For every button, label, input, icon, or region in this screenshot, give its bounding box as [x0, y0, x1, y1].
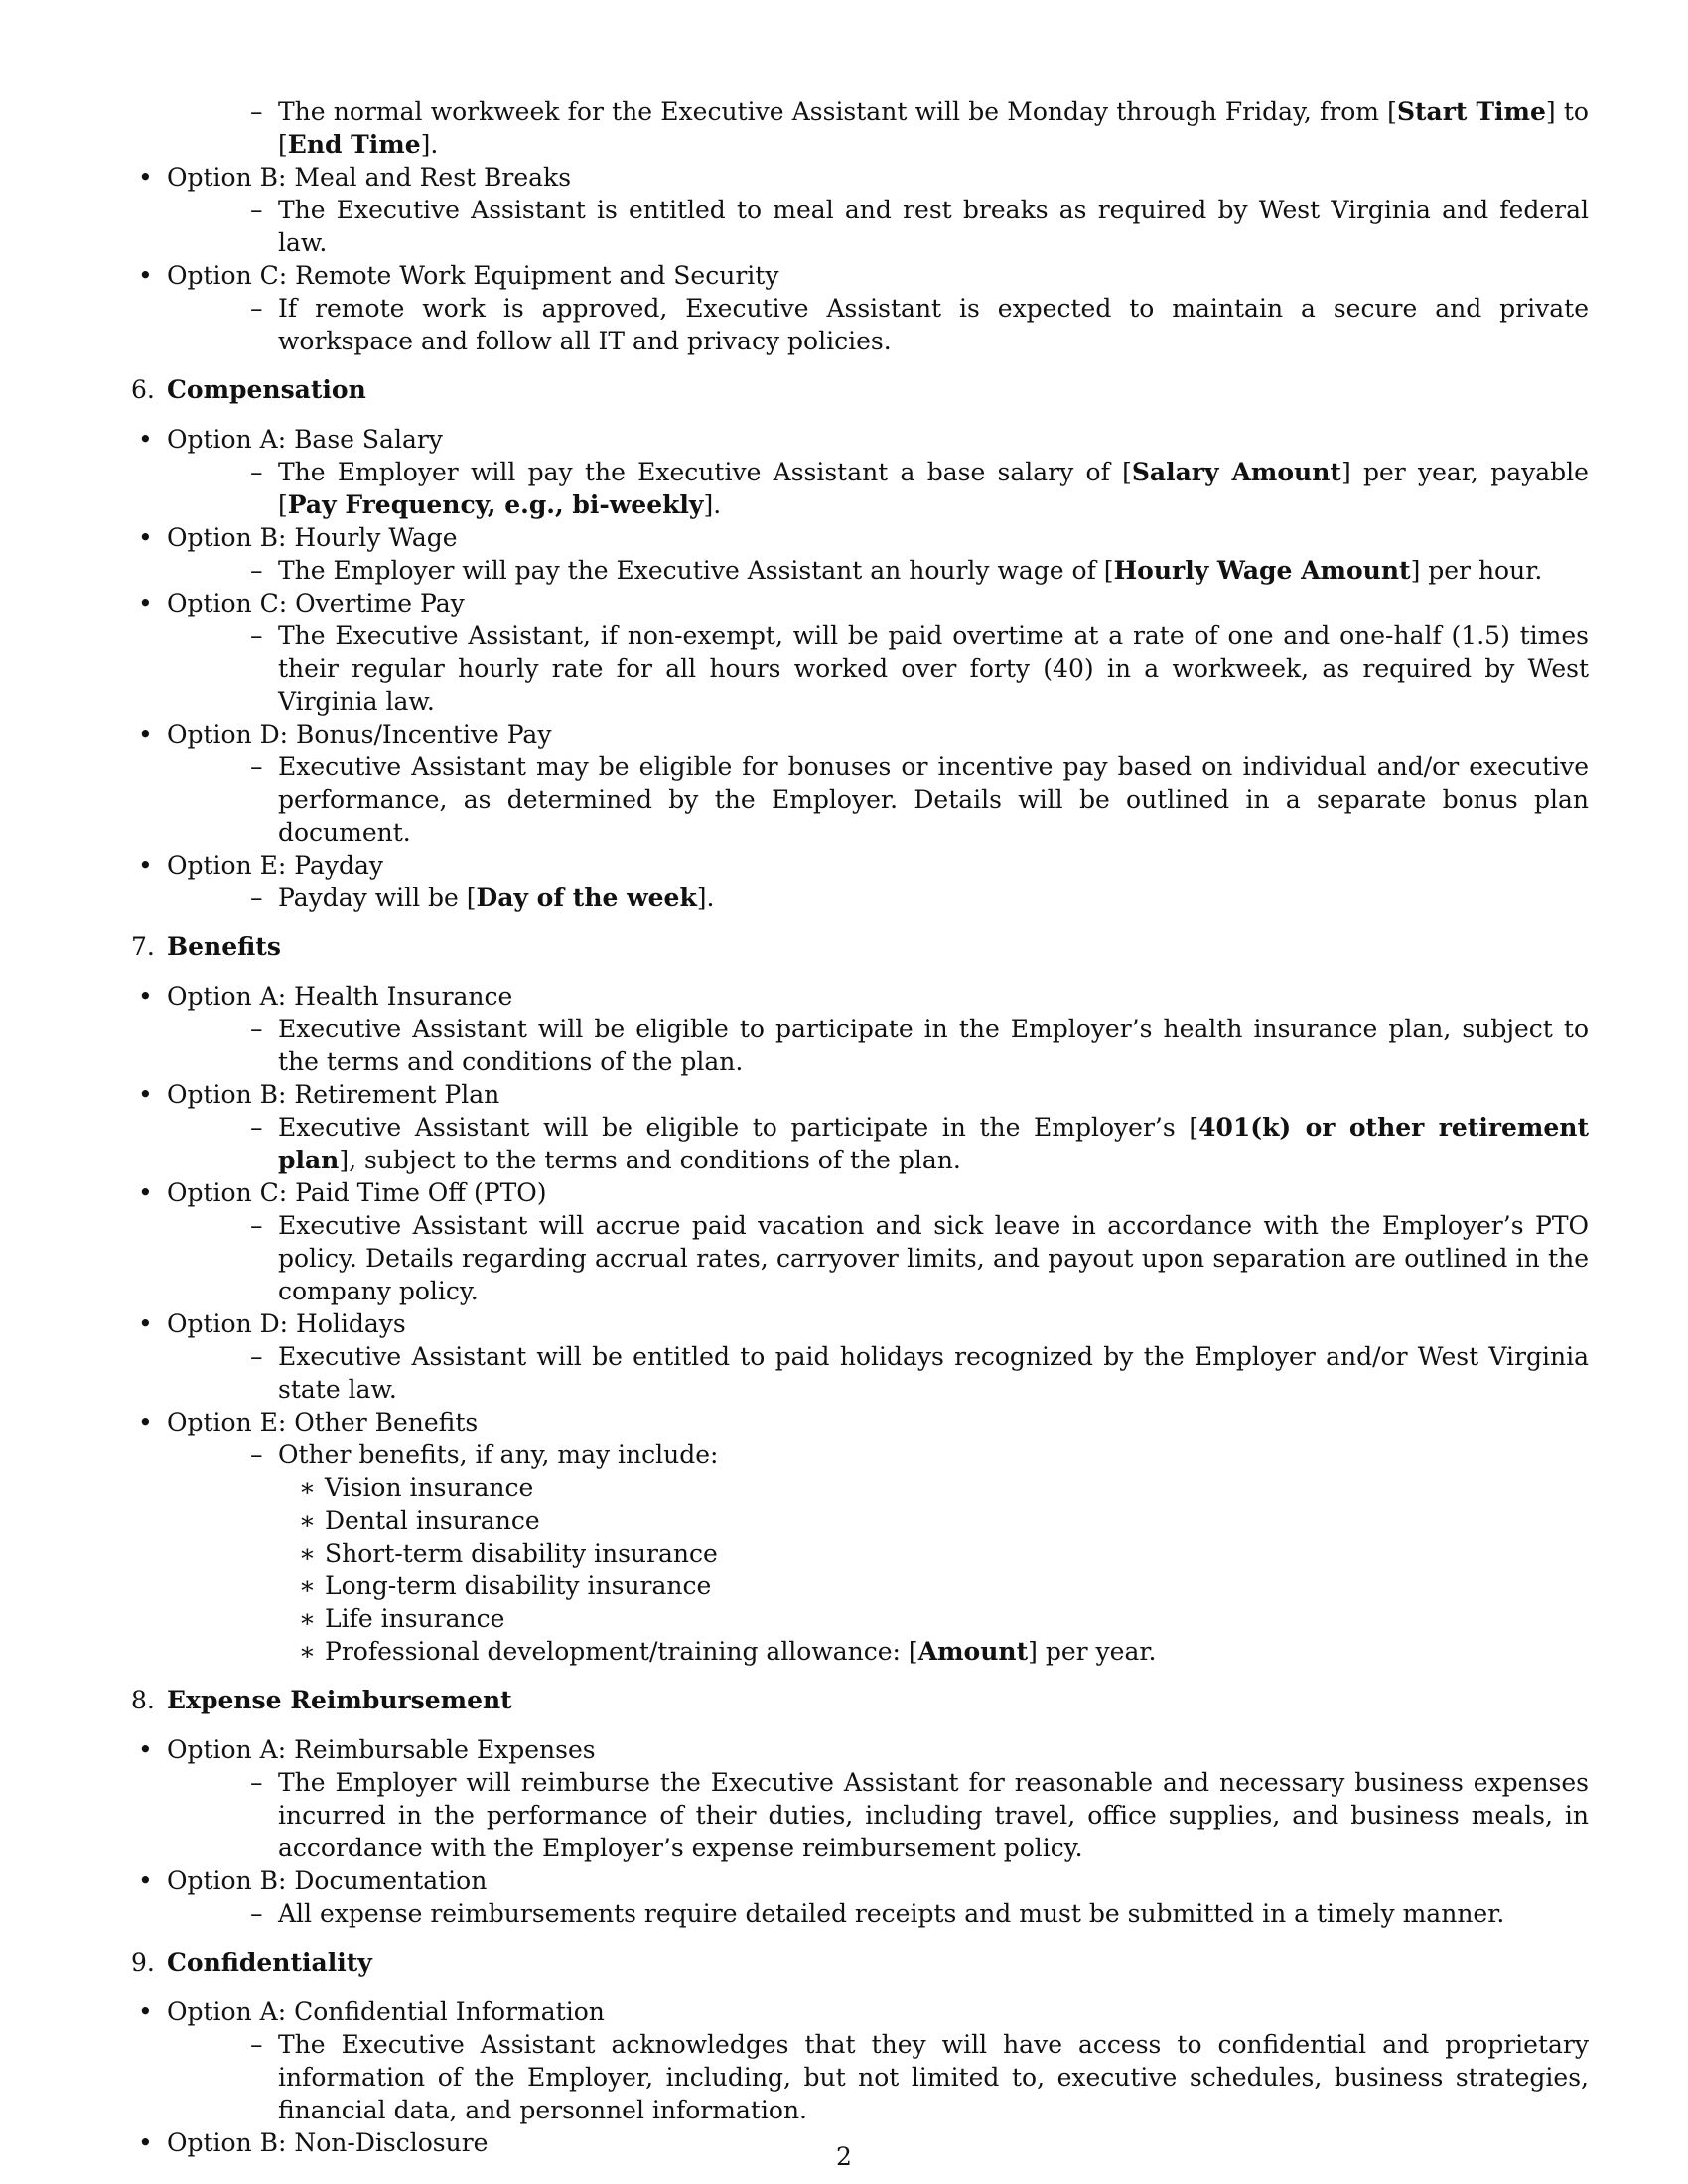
dash-icon: –: [250, 1113, 263, 1142]
clause-text: [250, 882, 1589, 914]
dash-icon: –: [250, 294, 263, 323]
option-label: Option C: Remote Work Equipment and Security: [167, 261, 779, 290]
sub-item: [299, 1602, 1516, 1635]
clause-text: [250, 456, 1589, 521]
bullet-icon: •: [138, 1080, 153, 1109]
option-label: Option C: Overtime Pay: [167, 589, 465, 617]
asterisk-icon: ∗: [299, 1539, 316, 1568]
bullet-icon: •: [138, 1309, 153, 1338]
option-item: [138, 1733, 1589, 1766]
option-item: [138, 423, 1589, 456]
clause-content: Life insurance: [325, 1604, 505, 1633]
clause-content: The Employer will pay the Executive Assistant an hourly wage of [Hourly Wage Amount] per hour.: [278, 556, 1543, 585]
clause-text: [250, 1013, 1589, 1078]
dash-icon: –: [250, 621, 263, 650]
dash-icon: –: [250, 1768, 263, 1797]
clause-text: [250, 1766, 1589, 1864]
clause-content: The Executive Assistant, if non-exempt, will be paid overtime at a rate of one and one-half (1.5) times their regular hourly rate for all hours worked over forty (40) in a workweek, as required by West Virginia law.: [278, 621, 1589, 716]
option-label: Option E: Payday: [167, 851, 384, 880]
section-title: Compensation: [167, 375, 366, 404]
bullet-icon: •: [138, 720, 153, 749]
clause-content: Short-term disability insurance: [325, 1539, 718, 1568]
clause-content: The Executive Assistant is entitled to meal and rest breaks as required by West Virginia and federal law.: [278, 196, 1589, 257]
option-item: [138, 1406, 1589, 1438]
section-heading: [131, 1684, 1688, 1716]
option-item: [138, 1078, 1589, 1111]
bullet-icon: •: [138, 261, 153, 290]
sub-item: [299, 1537, 1516, 1570]
option-item: [138, 1864, 1589, 1897]
clause-content: All expense reimbursements require detailed receipts and must be submitted in a timely manner.: [278, 1899, 1505, 1928]
asterisk-icon: ∗: [299, 1506, 316, 1535]
option-label: Option A: Confidential Information: [167, 1997, 605, 2026]
bullet-icon: •: [138, 851, 153, 880]
option-label: Option B: Non-Disclosure: [167, 2128, 489, 2157]
bullet-icon: •: [138, 425, 153, 454]
bullet-icon: •: [138, 163, 153, 192]
clause-content: Payday will be [Day of the week].: [278, 884, 715, 912]
dash-icon: –: [250, 196, 263, 224]
clause-content: The normal workweek for the Executive Assistant will be Monday through Friday, from [Start Time] to [End Time].: [278, 97, 1589, 159]
option-label: Option A: Base Salary: [167, 425, 443, 454]
bullet-icon: •: [138, 982, 153, 1011]
option-label: Option C: Paid Time Off (PTO): [167, 1178, 547, 1207]
clause-content: Dental insurance: [325, 1506, 540, 1535]
clause-content: The Employer will pay the Executive Assistant a base salary of [Salary Amount] per year, payable [Pay Frequency, e.g., bi-weekly].: [278, 458, 1589, 519]
sub-item: [299, 1504, 1516, 1537]
dash-icon: –: [250, 1899, 263, 1928]
clause-content: Executive Assistant will be eligible to participate in the Employer’s [401(k) or other retirement plan], subject to the terms and conditions of the plan.: [278, 1113, 1589, 1174]
asterisk-icon: ∗: [299, 1604, 316, 1633]
clause-text: [250, 2028, 1589, 2126]
option-item: [138, 161, 1589, 194]
bullet-icon: •: [138, 1997, 153, 2026]
asterisk-icon: ∗: [299, 1571, 316, 1600]
option-item: [138, 1176, 1589, 1209]
clause-text: [250, 292, 1589, 357]
bullet-icon: •: [138, 1178, 153, 1207]
bullet-icon: •: [138, 1408, 153, 1436]
option-label: Option D: Holidays: [167, 1309, 406, 1338]
option-label: Option A: Reimbursable Expenses: [167, 1735, 596, 1764]
bullet-icon: •: [138, 1866, 153, 1895]
clause-content: If remote work is approved, Executive Assistant is expected to maintain a secure and private workspace and follow all IT and privacy policies.: [278, 294, 1589, 355]
option-label: Option A: Health Insurance: [167, 982, 513, 1011]
option-item: [138, 849, 1589, 882]
option-item: [138, 587, 1589, 619]
option-label: Option B: Hourly Wage: [167, 523, 458, 552]
bullet-icon: •: [138, 2128, 153, 2157]
option-item: [138, 521, 1589, 554]
clause-text: [250, 1438, 1589, 1471]
clause-text: [250, 619, 1589, 718]
section-heading: [131, 930, 1688, 963]
clause-content: Vision insurance: [325, 1473, 534, 1502]
section-title: Expense Reimbursement: [167, 1686, 512, 1714]
dash-icon: –: [250, 1342, 263, 1371]
clause-content: Other benefits, if any, may include:: [278, 1440, 719, 1469]
option-item: [138, 1995, 1589, 2028]
clause-text: [250, 1111, 1589, 1176]
section-heading: [131, 1946, 1688, 1979]
section-number: 9.: [131, 1948, 155, 1977]
option-label: Option B: Retirement Plan: [167, 1080, 500, 1109]
clause-content: Long-term disability insurance: [325, 1571, 712, 1600]
option-item: [138, 980, 1589, 1013]
document-body: [0, 95, 1688, 2159]
section-number: 8.: [131, 1686, 155, 1714]
option-label: Option B: Documentation: [167, 1866, 488, 1895]
dash-icon: –: [250, 1211, 263, 1240]
dash-icon: –: [250, 752, 263, 781]
clause-text: [250, 1209, 1589, 1307]
section-number: 7.: [131, 932, 155, 961]
bullet-icon: •: [138, 589, 153, 617]
option-item: [138, 718, 1589, 751]
clause-content: Executive Assistant may be eligible for bonuses or incentive pay based on individual and/or executive performance, as determined by the Employer. Details will be outlined in a separate bonus plan document.: [278, 752, 1589, 847]
option-label: Option D: Bonus/Incentive Pay: [167, 720, 552, 749]
dash-icon: –: [250, 97, 263, 126]
sub-item: [299, 1471, 1516, 1504]
sub-item: [299, 1570, 1516, 1602]
clause-text: [250, 1340, 1589, 1406]
sub-item: [299, 1635, 1516, 1668]
option-item: [138, 1307, 1589, 1340]
clause-text: [250, 751, 1589, 849]
option-label: Option B: Meal and Rest Breaks: [167, 163, 572, 192]
section-title: Benefits: [167, 932, 281, 961]
asterisk-icon: ∗: [299, 1473, 316, 1502]
section-heading: [131, 373, 1688, 406]
dash-icon: –: [250, 458, 263, 486]
bullet-icon: •: [138, 1735, 153, 1764]
option-label: Option E: Other Benefits: [167, 1408, 479, 1436]
clause-content: Professional development/training allowance: [Amount] per year.: [325, 1637, 1157, 1666]
dash-icon: –: [250, 1440, 263, 1469]
asterisk-icon: ∗: [299, 1637, 316, 1666]
clause-text: [250, 554, 1589, 587]
section-number: 6.: [131, 375, 155, 404]
dash-icon: –: [250, 556, 263, 585]
clause-content: Executive Assistant will be eligible to participate in the Employer’s health insurance plan, subject to the terms and conditions of the plan.: [278, 1015, 1589, 1076]
clause-content: The Employer will reimburse the Executive Assistant for reasonable and necessary business expenses incurred in the performance of their duties, including travel, office supplies, and business meals, in accordance with the Employer’s expense reimbursement policy.: [278, 1768, 1589, 1862]
dash-icon: –: [250, 1015, 263, 1043]
option-item: [138, 259, 1589, 292]
page-number: 2: [836, 2142, 852, 2171]
section-title: Confidentiality: [167, 1948, 372, 1977]
clause-text: [250, 194, 1589, 259]
dash-icon: –: [250, 2030, 263, 2059]
dash-icon: –: [250, 884, 263, 912]
bullet-icon: •: [138, 523, 153, 552]
clause-content: The Executive Assistant acknowledges that they will have access to confidential and proprietary information of the Employer, including, but not limited to, executive schedules, business strategies, financial data, and personnel information.: [278, 2030, 1589, 2124]
clause-text: [250, 95, 1589, 161]
clause-text: [250, 1897, 1589, 1930]
clause-content: Executive Assistant will be entitled to paid holidays recognized by the Employer and/or West Virginia state law.: [278, 1342, 1589, 1404]
clause-content: Executive Assistant will accrue paid vacation and sick leave in accordance with the Employer’s PTO policy. Details regarding accrual rates, carryover limits, and payout upon separation are outlined in the company policy.: [278, 1211, 1589, 1305]
